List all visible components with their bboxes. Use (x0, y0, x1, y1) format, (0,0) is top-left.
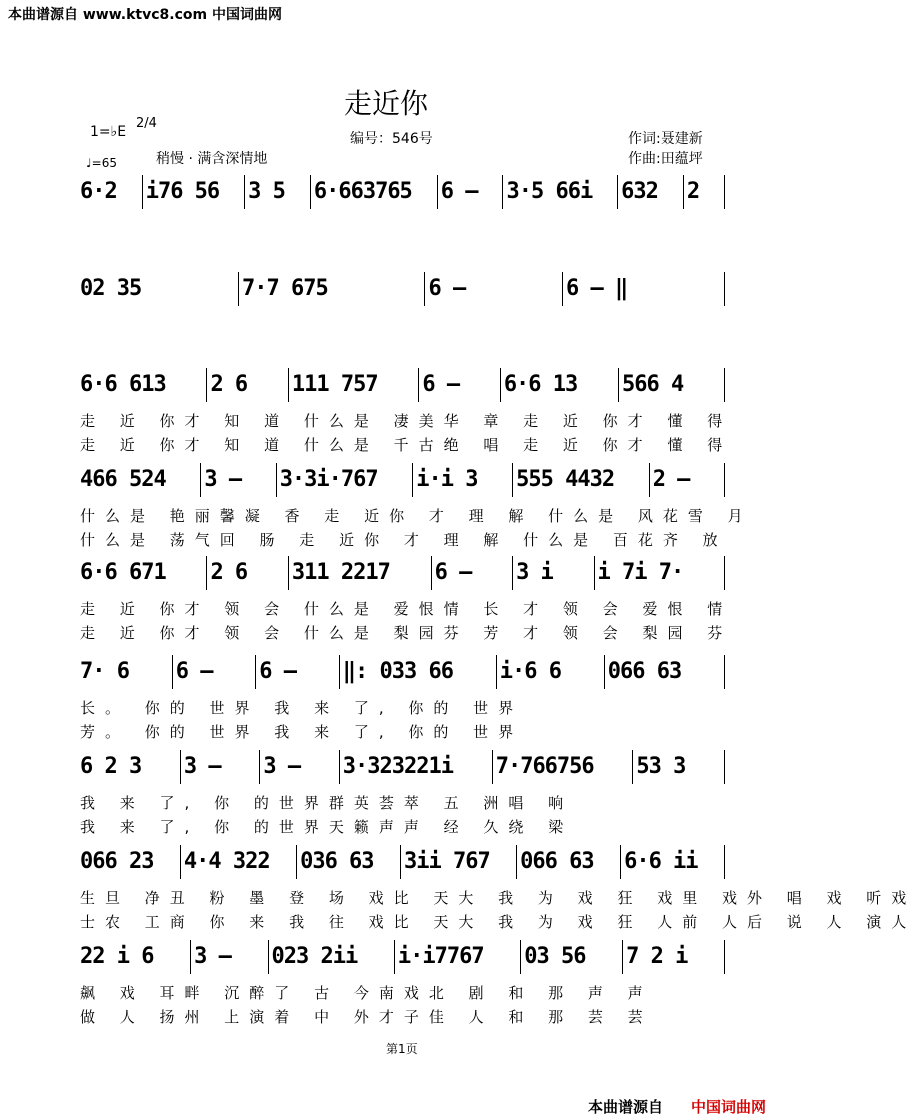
measure: 6·6 613 (80, 368, 207, 402)
notation-line (80, 845, 725, 879)
key-signature: 1=♭E (90, 124, 127, 140)
lyric-line: 走 近 你才 知 道 什么是 千古绝 唱 走 近 你才 懂 得 (80, 436, 733, 454)
lyric-line: 走 近 你才 领 会 什么是 梨园芬 芳 才 领 会 梨园 芬 (80, 624, 733, 642)
page-number: 第1页 (386, 1042, 418, 1056)
lyric-line: 长。 你的 世界 我 来 了, 你的 世界 (80, 699, 524, 717)
measure: 3·323221i (340, 750, 493, 784)
measure: 3·5 66i (503, 175, 618, 209)
lyric-line: 走 近 你才 知 道 什么是 凄美华 章 走 近 你才 懂 得 (80, 412, 733, 430)
measure: 632 (618, 175, 684, 209)
measure: 02 35 (80, 272, 239, 306)
lyric-line: 我 来 了, 你 的世界群英荟萃 五 洲唱 响 (80, 794, 574, 812)
notation-line (80, 175, 725, 209)
measure: 2 – (650, 463, 725, 497)
measure: 6 2 3 (80, 750, 181, 784)
measure: 6 – (425, 272, 563, 306)
lyric-line: 什么是 荡气回 肠 走 近你 才 理 解 什么是 百花齐 放 (80, 531, 728, 549)
measure: 2 (684, 175, 725, 209)
lyric-line: 做 人 扬州 上演着 中 外才子佳 人 和 那 芸 芸 (80, 1008, 653, 1026)
tempo-mark: ♩=65 (86, 156, 117, 170)
measure: 7·766756 (493, 750, 634, 784)
measure: i·i7767 (395, 940, 521, 974)
measure: 311 2217 (289, 556, 432, 590)
measure: 3 5 (245, 175, 311, 209)
measure: 6·2 (80, 175, 143, 209)
measure: 066 63 (605, 655, 725, 689)
notation-line (80, 463, 725, 497)
measure: 3 i (513, 556, 594, 590)
expression-mark: 稍慢 · 满含深情地 (156, 151, 268, 167)
measure: 6 – (256, 655, 340, 689)
lyric-line: 芳。 你的 世界 我 来 了, 你的 世界 (80, 723, 524, 741)
measure: 6·663765 (311, 175, 438, 209)
lyric-line: 生旦 净丑 粉 墨 登 场 戏比 天大 我 为 戏 狂 戏里 戏外 唱 戏 听戏 (80, 889, 916, 907)
measure: 023 2ii (269, 940, 395, 974)
measure: 6 – ‖ (563, 272, 725, 306)
measure: 7 2 i (623, 940, 725, 974)
notation-line (80, 655, 725, 689)
measure: 036 63 (297, 845, 401, 879)
notation-line (80, 272, 725, 306)
measure: ‖: 033 66 (340, 655, 497, 689)
song-number: 编号：546号 (350, 131, 433, 147)
measure: 03 56 (521, 940, 623, 974)
measure: 22 i 6 (80, 940, 191, 974)
measure: 3ii 767 (401, 845, 517, 879)
measure: 6 – (419, 368, 500, 402)
footer-source-right: 中国词曲网 (691, 1098, 767, 1116)
measure: 111 757 (289, 368, 419, 402)
measure: i 7i 7· (595, 556, 725, 590)
measure: 555 4432 (513, 463, 650, 497)
measure: 566 4 (619, 368, 725, 402)
measure: 6 – (438, 175, 504, 209)
lyric-line: 飙 戏 耳畔 沉醉了 古 今南戏北 剧 和 那 声 声 (80, 984, 653, 1002)
footer-source-left: 本曲谱源自 (588, 1098, 664, 1116)
measure: 3·3i·767 (277, 463, 414, 497)
measure: 6 – (432, 556, 513, 590)
time-signature: 2/4 (136, 116, 157, 131)
measure: 6·6 13 (501, 368, 619, 402)
notation-line (80, 368, 725, 402)
lyric-line: 什么是 艳丽馨凝 香 走 近你 才 理 解 什么是 风花雪 月 (80, 507, 753, 525)
measure: 2 6 (207, 368, 288, 402)
measure: 3 – (201, 463, 276, 497)
measure: i·6 6 (497, 655, 605, 689)
measure: 3 – (260, 750, 339, 784)
measure: 7· 6 (80, 655, 173, 689)
measure: i·i 3 (413, 463, 513, 497)
notation-line (80, 750, 725, 784)
measure: 066 23 (80, 845, 181, 879)
notation-line (80, 556, 725, 590)
lyric-line: 我 来 了, 你 的世界天籁声声 经 久绕 梁 (80, 818, 574, 836)
measure: 466 524 (80, 463, 201, 497)
lyricist: 作词:聂建新 (628, 131, 703, 147)
measure: 066 63 (517, 845, 621, 879)
measure: 3 – (181, 750, 260, 784)
measure: 3 – (191, 940, 268, 974)
measure: 7·7 675 (239, 272, 425, 306)
measure: 6 – (173, 655, 257, 689)
site-header: 本曲谱源自 www.ktvc8.com 中国词曲网 (8, 7, 282, 23)
measure: 53 3 (633, 750, 725, 784)
notation-line (80, 940, 725, 974)
song-title: 走近你 (344, 87, 429, 120)
measure: 2 6 (207, 556, 288, 590)
measure: i76 56 (143, 175, 245, 209)
composer: 作曲:田蕴坪 (628, 151, 703, 167)
measure: 4·4 322 (181, 845, 297, 879)
measure: 6·6 671 (80, 556, 207, 590)
lyric-line: 士农 工商 你 来 我 往 戏比 天大 我 为 戏 狂 人前 人后 说 人 演人 (80, 913, 916, 931)
lyric-line: 走 近 你才 领 会 什么是 爱恨情 长 才 领 会 爱恨 情 (80, 600, 733, 618)
measure: 6·6 ii (621, 845, 725, 879)
